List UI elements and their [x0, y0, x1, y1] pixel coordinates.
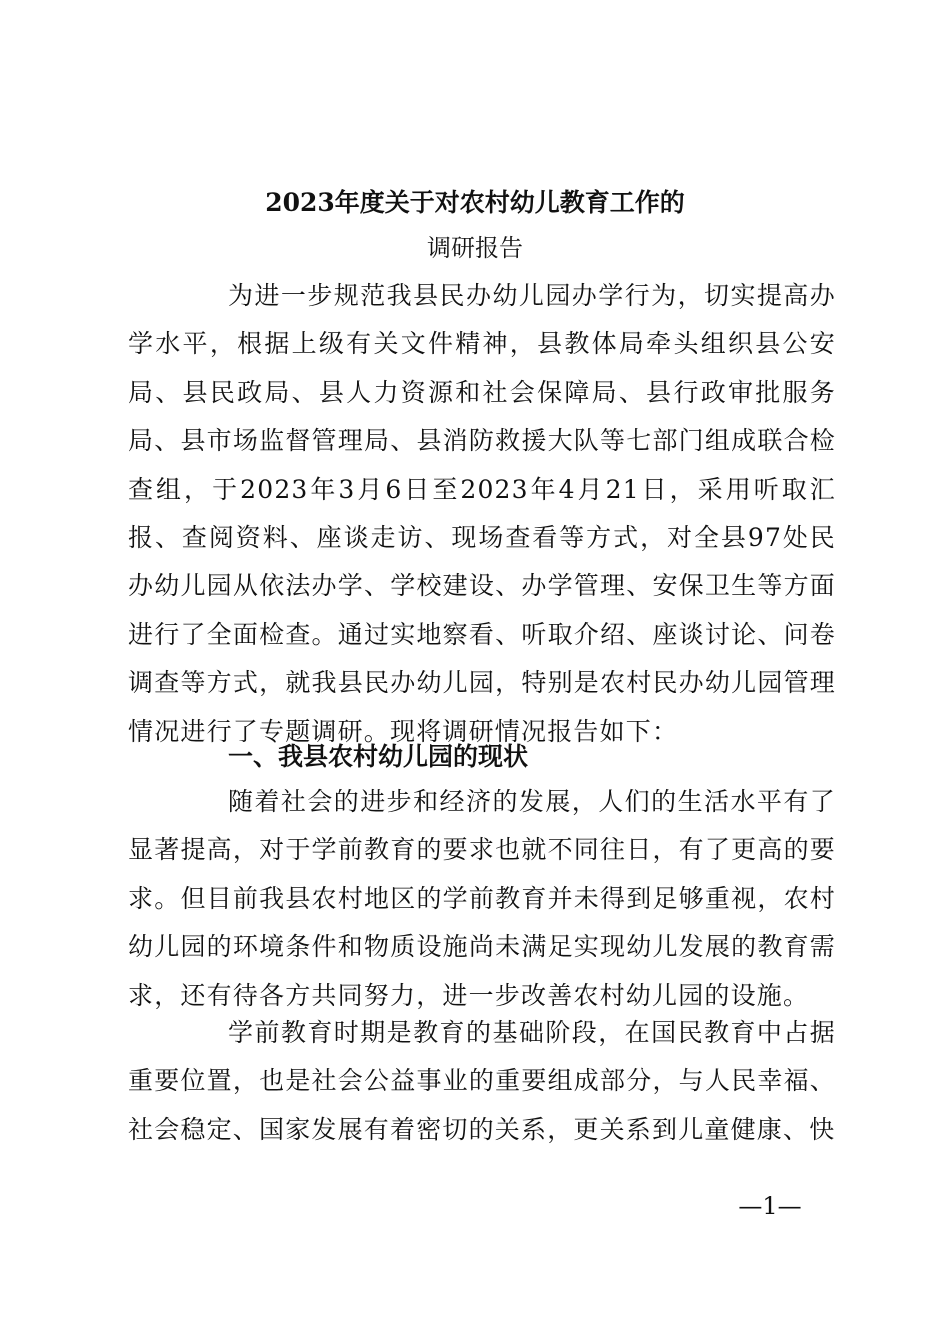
section-1-paragraph-2: 学前教育时期是教育的基础阶段，在国民教育中占据重要位置，也是社会公益事业的重要组成部分，与人民幸福、社会稳定、国家发展有着密切的关系，更关系到儿童健康、快	[128, 1018, 836, 1144]
document-title: 2023年度关于对农村幼儿教育工作的	[265, 188, 685, 217]
document-subtitle: 调研报告	[427, 234, 523, 262]
page-number: —1—	[738, 1192, 802, 1220]
intro-paragraph: 为进一步规范我县民办幼儿园办学行为，切实提高办学水平，根据上级有关文件精神，县教体局牵头组织县公安局、县民政局、县人力资源和社会保障局、县行政审批服务局、县市场监督管理局、县消防救援大队等七部门组成联合检查组，于2023年3月6日至2023年4月21日，采用听取汇报、查阅资料、座谈走访、现场查看等方式，对全县97处民办幼儿园从依法办学、学校建设、办学管理、安保卫生等方面进行了全面检查。通过实地察看、听取介绍、座谈讨论、问卷调查等方式，就我县民办幼儿园，特别是农村民办幼儿园管理情况进行了专题调研。现将调研情况报告如下：	[128, 281, 836, 746]
section-1-paragraph-1: 随着社会的进步和经济的发展，人们的生活水平有了显著提高，对于学前教育的要求也就不同往日，有了更高的要求。但目前我县农村地区的学前教育并未得到足够重视，农村幼儿园的环境条件和物质设施尚未满足实现幼儿发展的教育需求，还有待各方共同努力，进一步改善农村幼儿园的设施。	[128, 787, 836, 1010]
section-heading-1: 一、我县农村幼儿园的现状	[228, 742, 529, 771]
